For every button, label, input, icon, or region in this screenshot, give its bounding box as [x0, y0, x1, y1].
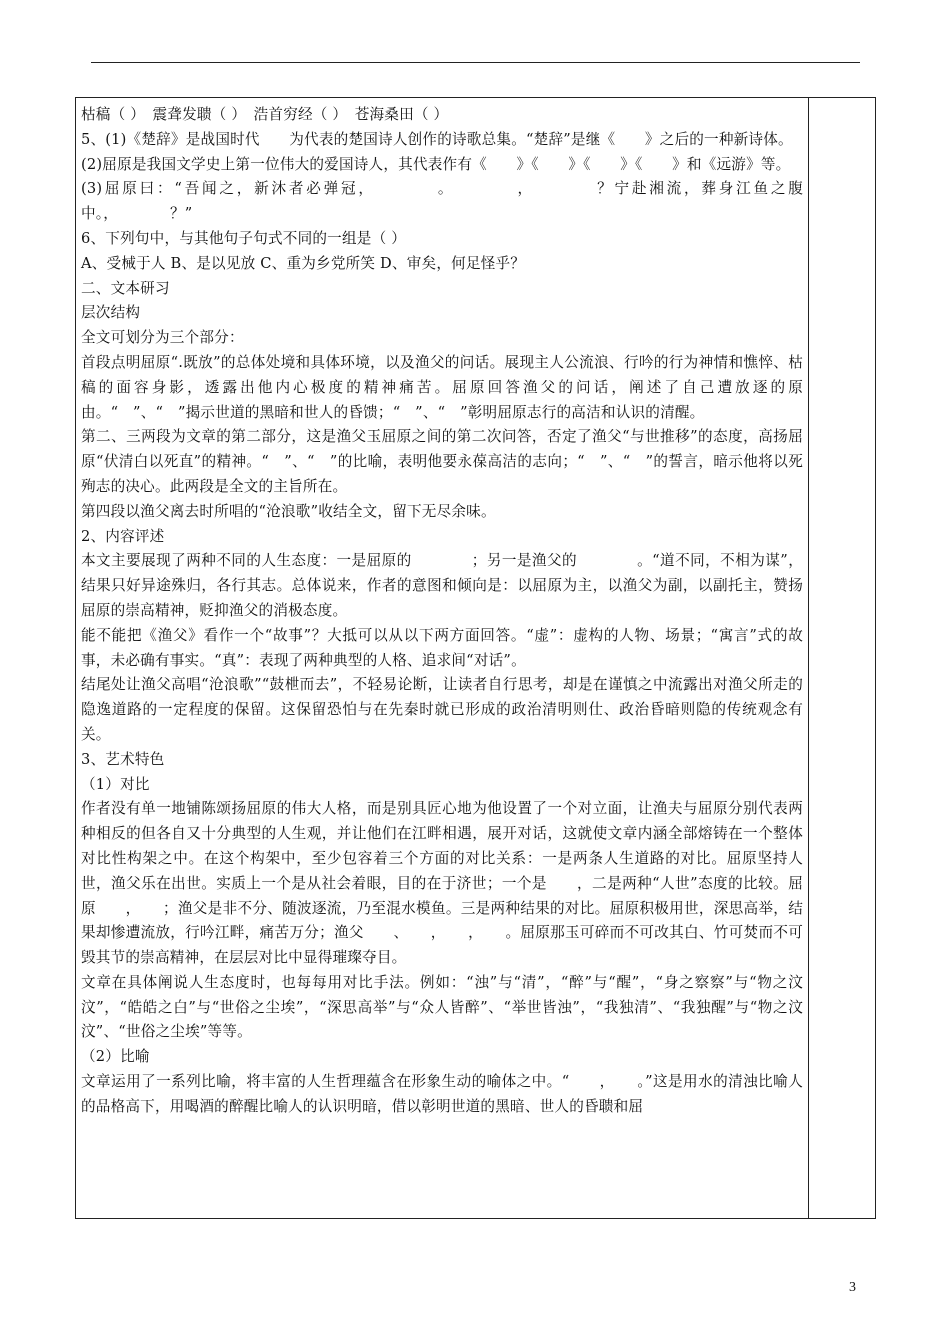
subsection-heading: 层次结构: [81, 304, 141, 322]
page-number: 3: [849, 1280, 856, 1295]
text-line: (2)屈原是我国文学史上第一位伟大的爱国诗人，其代表作有《 》《 》《 》《 》和《远游》等。: [81, 155, 791, 173]
subsection-heading: 3、艺术特色: [81, 750, 165, 768]
worksheet-content: [81, 103, 803, 1120]
paragraph: 第四段以渔父离去时所唱的“沧浪歌”收结全文，留下无尽余味。: [81, 502, 496, 520]
paragraph: 能不能把《渔父》看作一个“故事”？大抵可以从以下两方面回答。“虚”：虚构的人物、场景；“寓言”式的故事，未必确有事实。“真”：表现了两种典型的人格、追求间“对话”。: [81, 626, 803, 669]
subsection-heading: 2、内容评述: [81, 527, 165, 545]
text-line: A、受械于人 B、是以见放 C、重为乡党所笑 D、审矣，何足怪乎？: [81, 254, 526, 272]
paragraph: 首段点明屈原“.既放”的总体处境和具体环境，以及渔父的问话。展现主人公流浪、行吟的行为神情和憔悴、枯稿的面容身影，透露出他内心极度的精神痛苦。屈原回答渔父的问话，阐述了自己遭放逐的原由。“ ”、“ ”揭示世道的黑暗和世人的昏馈；“ ”、“ ”彰明屈原志行的高洁和认识的清醒。: [81, 353, 803, 421]
worksheet-table: [75, 97, 876, 1219]
text-line: 6、下列句中，与其他句子句式不同的一组是（ ）: [81, 229, 406, 247]
section-heading: 二、文本研习: [81, 279, 170, 297]
paragraph: 本文主要展现了两种不同的人生态度：一是屈原的 ；另一是渔父的 。“道不同，不相为谋”，结果只好异途殊归，各行其志。总体说来，作者的意图和倾向是：以屈原为主，以渔父为副，以副托主，赞扬屈原的崇高精神，贬抑渔父的消极态度。: [81, 552, 803, 619]
paragraph: 作者没有单一地铺陈颂扬屈原的伟大人格，而是别具匠心地为他设置了一个对立面，让渔夫与屈原分别代表两种相反的但各自又十分典型的人生观，并让他们在江畔相遇，展开对话，这就使文章内涵全部熔铸在一个整体对比性构架之中。在这个构架中，至少包容着三个方面的对比关系：一是两条人生道路的对比。屈原坚持人世，渔父乐在出世。实质上一个是从社会着眼，目的在于济世；一个是 ，二是两种“人世”态度的比较。屈原 ， ；渔父是非不分、随波逐流，乃至混水模鱼。三是两种结果的对比。屈原积极用世，深思高举，结果却惨遭流放，行吟江畔，痛苦万分；渔父 、 ， ， 。屈原那玉可碎而不可改其白、竹可焚而不可毁其节的崇高精神，在层层对比中显得璀璨夺目。: [81, 800, 803, 967]
paragraph: 第二、三两段为文章的第二部分，这是渔父玉屈原之间的第二次问答，否定了渔父“与世推移”的态度，高扬屈原“伏清白以死直”的精神。“ ”、“ ”的比喻，表明他要永葆高洁的志向；“ ”、“ ”的誓言，暗示他将以死殉志的决心。此两段是全文的主旨所在。: [81, 428, 803, 495]
paragraph: 文章在具体阐说人生态度时，也每每用对比手法。例如：“浊”与“清”，“醉”与“醒”，“身之察察”与“物之汶汶”，“皓皓之白”与“世俗之尘埃”，“深思高举”与“众人皆醉”、“举世皆浊”，“我独清”、“我独醒”与“物之汶汶”、“世俗之尘埃”等等。: [81, 973, 803, 1041]
text-line: 5、(1)《楚辞》是战国时代 为代表的楚国诗人创作的诗歌总集。“楚辞”是继《 》之后的一种新诗体。: [81, 130, 793, 148]
subsection-heading: （1）对比: [81, 775, 150, 793]
paragraph: 结尾处让渔父高唱“沧浪歌”“鼓枻而去”，不轻易论断，让读者自行思考，却是在谨慎之中流露出对渔父所走的隐逸道路的一定程度的保留。这保留恐怕与在先秦时就已形成的政治清明则仕、政治昏暗则隐的传统观念有关。: [81, 676, 803, 743]
paragraph: 文章运用了一系列比喻，将丰富的人生哲理蕴含在形象生动的喻体之中。“ ， 。”这是用水的清浊比喻人的品格高下，用喝酒的醉醒比喻人的认识明暗，借以彰明世道的黑暗、世人的昏聩和屈: [81, 1073, 803, 1115]
notes-column: [808, 98, 875, 1218]
header-rule: [91, 62, 860, 63]
text-line: 枯稿（ ） 震聋发聩（ ） 浩首穷经（ ） 苍海桑田（ ）: [81, 106, 449, 123]
subsection-heading: （2）比喻: [81, 1048, 150, 1066]
text-line: (3)屈原曰：“吾闻之，新沐者必弹冠， 。 ， ？宁赴湘流，葬身江鱼之腹中。， ？”: [81, 180, 803, 223]
text-line: 全文可划分为三个部分：: [81, 329, 244, 347]
